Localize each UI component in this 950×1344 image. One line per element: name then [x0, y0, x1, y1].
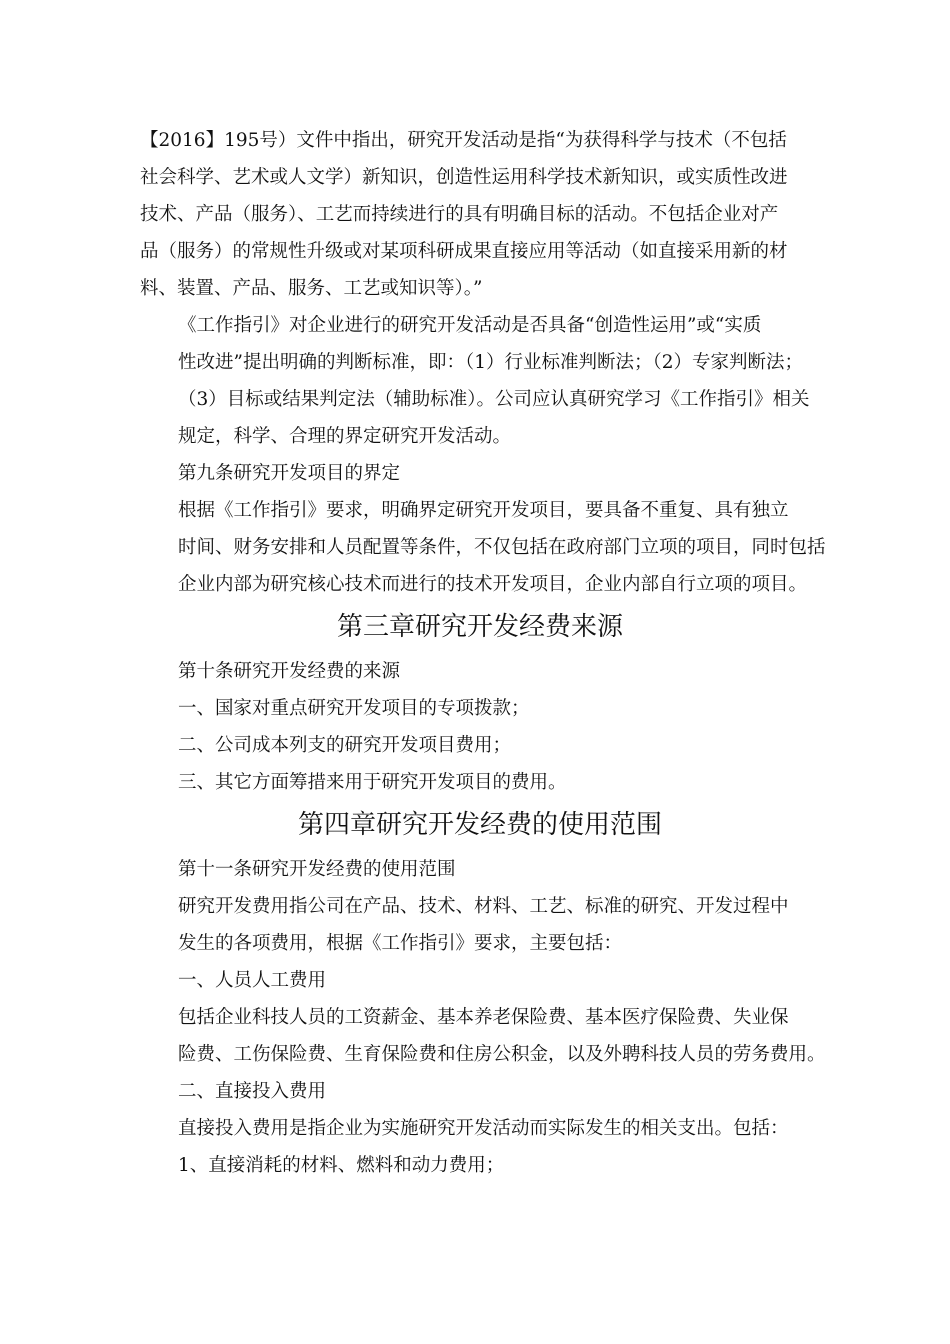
text-line: 直接投入费用是指企业为实施研究开发活动而实际发生的相关支出。包括：	[178, 1118, 789, 1139]
paragraph	[140, 851, 820, 888]
paragraph	[140, 307, 820, 455]
text-line: 研究开发费用指公司在产品、技术、材料、工艺、标准的研究、开发过程中	[178, 896, 789, 917]
chapter-heading: 第三章研究开发经费来源	[336, 612, 623, 642]
paragraph	[140, 653, 820, 690]
paragraph	[140, 122, 820, 307]
paragraph	[140, 492, 826, 603]
text-line: 一、国家对重点研究开发项目的专项拨款；	[178, 698, 530, 719]
text-line: 三、其它方面筹措来用于研究开发项目的费用。	[178, 772, 567, 793]
text-line: 性改进”提出明确的判断标准，即：（1）行业标准判断法；（2）专家判断法；	[178, 352, 804, 373]
text-line: 二、公司成本列支的研究开发项目费用；	[178, 735, 512, 756]
text-line: 技术、产品（服务）、工艺而持续进行的具有明确目标的活动。不包括企业对产	[140, 204, 779, 225]
text-line: 包括企业科技人员的工资薪金、基本养老保险费、基本医疗保险费、失业保	[178, 1007, 789, 1028]
text-line: 第九条研究开发项目的界定	[178, 463, 401, 484]
paragraph	[140, 455, 820, 492]
paragraph	[140, 1073, 820, 1110]
text-line: 根据《工作指引》要求，明确界定研究开发项目，要具备不重复、具有独立	[178, 500, 789, 521]
text-line: 1、直接消耗的材料、燃料和动力费用；	[178, 1155, 505, 1176]
paragraph	[140, 962, 820, 999]
text-line: 发生的各项费用，根据《工作指引》要求，主要包括：	[178, 933, 623, 954]
paragraph	[140, 690, 820, 727]
text-line: 规定，科学、合理的界定研究开发活动。	[178, 426, 512, 447]
paragraph	[140, 727, 820, 764]
text-line: 第十条研究开发经费的来源	[178, 661, 401, 682]
text-line: 料、装置、产品、服务、工艺或知识等）。”	[140, 278, 483, 299]
text-line: 品（服务）的常规性升级或对某项科研成果直接应用等活动（如直接采用新的材	[140, 241, 788, 262]
text-line: 二、直接投入费用	[178, 1081, 327, 1102]
paragraph	[140, 888, 820, 962]
text-line: 险费、工伤保险费、生育保险费和住房公积金，以及外聘科技人员的劳务费用。	[178, 1044, 826, 1065]
text-line: 企业内部为研究核心技术而进行的技术开发项目，企业内部自行立项的项目。	[178, 574, 808, 595]
text-line: （3）目标或结果判定法（辅助标准）。公司应认真研究学习《工作指引》相关	[178, 389, 810, 410]
chapter-heading: 第四章研究开发经费的使用范围	[297, 810, 662, 840]
text-line: 时间、财务安排和人员配置等条件，不仅包括在政府部门立项的项目，同时包括	[178, 537, 826, 558]
paragraph	[140, 1110, 820, 1147]
document-body	[140, 122, 826, 1184]
text-line: 《工作指引》对企业进行的研究开发活动是否具备“创造性运用”或“实质	[178, 315, 762, 336]
paragraph	[140, 999, 826, 1073]
paragraph	[140, 764, 820, 801]
text-line: 第十一条研究开发经费的使用范围	[178, 859, 456, 880]
paragraph	[140, 1147, 820, 1184]
text-line: 社会科学、艺术或人文学）新知识，创造性运用科学技术新知识，或实质性改进	[140, 167, 788, 188]
text-line: 一、人员人工费用	[178, 970, 327, 991]
text-line: 【2016】195号）文件中指出，研究开发活动是指“为获得科学与技术（不包括	[140, 130, 787, 151]
